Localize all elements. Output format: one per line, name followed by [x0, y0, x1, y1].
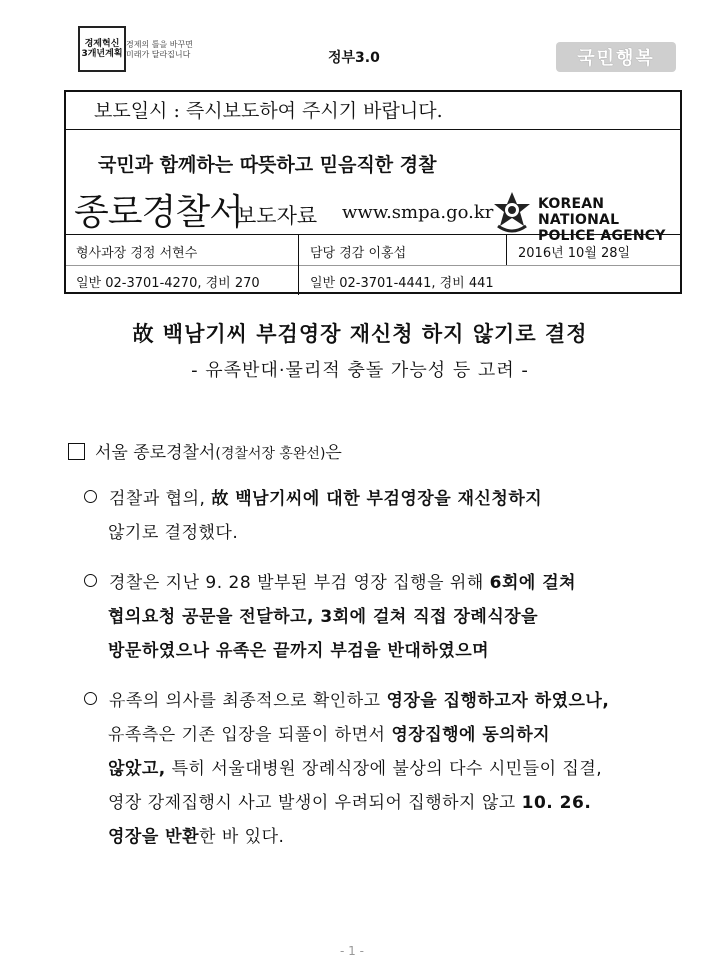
contact2-phone: 일반 02-3701-4441, 경비 441 [310, 276, 494, 291]
police-emblem-icon [490, 190, 534, 234]
agency-line2: POLICE AGENCY [538, 228, 666, 244]
paragraph-3 [84, 684, 696, 854]
press-release-label: 보도자료 [236, 204, 318, 228]
p3-l3b: 특히 서울대병원 장례식장에 불상의 다수 시민들이 집결, [165, 759, 603, 779]
p3-l5a: 영장을 반환 [108, 827, 200, 847]
sub-headline: - 유족반대·물리적 충돌 가능성 등 고려 - [191, 360, 529, 381]
gov30-logo: 정부3.0 [328, 50, 380, 66]
p1-l2: 않기로 결정했다. [108, 523, 239, 543]
intro-line [68, 438, 342, 463]
paragraph-1 [84, 482, 696, 550]
p3-l4b: 10. 26. [521, 793, 592, 813]
p2-l3b: 유족은 끝까지 부검을 반대하였으며 [215, 641, 490, 661]
intro-main: 서울 종로경찰서 [95, 443, 216, 463]
intro-small: (경찰서장 홍완선) [215, 446, 326, 462]
p3-l4a: 영장 강제집행시 사고 발생이 우려되어 집행하지 않고 [108, 793, 522, 813]
p2-l1b: 6회에 걸쳐 [489, 573, 577, 593]
p2-l3a: 방문하였으나 [108, 641, 216, 661]
release-date: 2016년 10월 28일 [518, 246, 631, 261]
station-name: 종로경찰서 [74, 192, 243, 233]
logo-caption: 경제의 틀을 바꾸면 미래가 달라집니다 [126, 40, 193, 59]
logo-label: 경제혁신 3개년계획 [81, 39, 123, 59]
contact2-name: 담당 경감 이홍섭 [310, 246, 407, 261]
agency-line1: KOREAN NATIONAL [538, 196, 620, 228]
contact-table [66, 234, 680, 295]
p3-l1b: 영장을 집행하고자 하였으나, [386, 691, 610, 711]
p3-l3a: 않았고, [108, 759, 166, 779]
website-url: www.smpa.go.kr [342, 202, 494, 223]
circle-bullet-icon [84, 692, 97, 705]
p2-l1a: 경찰은 지난 9. 28 발부된 부검 영장 집행을 위해 [109, 573, 490, 593]
national-happiness-brand: 국민행복 [556, 42, 676, 72]
contact1-name: 형사과장 경정 서현수 [76, 246, 198, 261]
p1-l1a: 검찰과 협의, [109, 489, 212, 509]
release-timing: 보도일시 : 즉시보도하여 주시기 바랍니다. [66, 92, 680, 130]
contact1-phone: 일반 02-3701-4270, 경비 270 [76, 276, 260, 291]
p3-l2b: 영장집행에 동의하지 [391, 725, 551, 745]
p3-l5b: 한 바 있다. [199, 827, 285, 847]
economic-innovation-logo [78, 26, 126, 72]
p2-l2b: 3회에 걸쳐 직접 장례식장을 [320, 607, 539, 627]
police-slogan: 국민과 함께하는 따뜻하고 믿음직한 경찰 [98, 154, 437, 176]
headline: 故 백남기씨 부검영장 재신청 하지 않기로 결정 [132, 322, 588, 346]
paragraph-2 [84, 566, 696, 668]
page-number: - 1 - [340, 944, 364, 958]
circle-bullet-icon [84, 490, 97, 503]
circle-bullet-icon [84, 574, 97, 587]
intro-end: 은 [325, 443, 342, 463]
p1-l1b: 故 백남기씨에 대한 부검영장을 재신청하지 [211, 489, 543, 509]
p3-l2a: 유족측은 기존 입장을 되풀이 하면서 [108, 725, 392, 745]
square-bullet-icon [68, 443, 85, 460]
p3-l1a: 유족의 의사를 최종적으로 확인하고 [109, 691, 387, 711]
press-header-box [64, 90, 682, 294]
p2-l2a: 협의요청 공문을 전달하고, [108, 607, 321, 627]
